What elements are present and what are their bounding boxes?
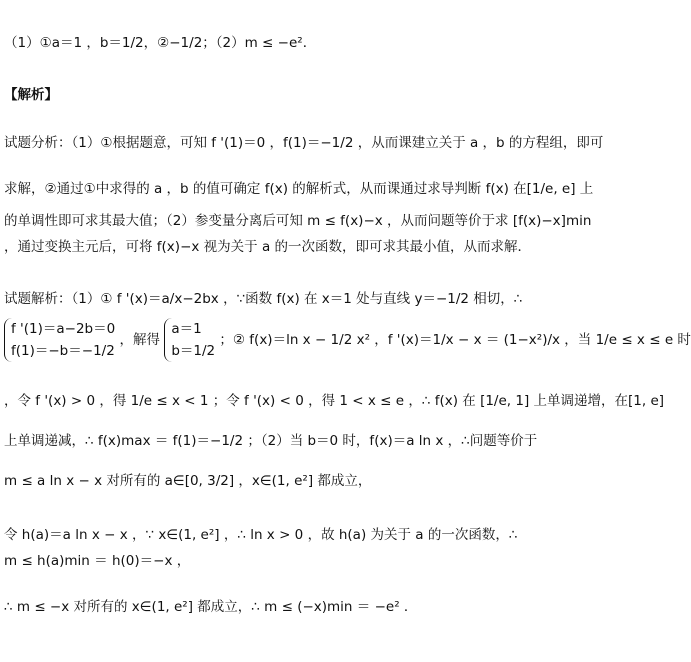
solution-line-2-rest: ；② f(x)＝ln x − 1/2 x² ，f '(x)＝1/x − x ＝ (1−x²)/x ，当 1/e ≤ x ≤ e 时 (219, 332, 691, 348)
equation-system-1 (4, 318, 115, 362)
solution-equation-row (4, 318, 691, 362)
system-1-eq-b: f(1)＝−b＝−1/2 (11, 343, 115, 359)
solution-line-5: m ≤ a ln x − x 对所有的 a∈[0, 3/2] ，x∈(1, e²] 都成立， (4, 473, 372, 489)
solution-line-8: ∴ m ≤ −x 对所有的 x∈(1, e²] 都成立，∴ m ≤ (−x)min ＝ −e² ． (4, 599, 418, 615)
analysis-line-2: 求解，②通过①中求得的 a ，b 的值可确定 f(x) 的解析式，从而课通过求导判断 f(x) 在[1/e, e] 上 (4, 181, 594, 197)
solution-line-3: ，令 f '(x) > 0 ，得 1/e ≤ x < 1 ；令 f '(x) < 0 ，得 1 < x ≤ e ，∴ f(x) 在 [1/e, 1] 上单调递增，在[1, e] (4, 393, 665, 409)
solution-line-7: m ≤ h(a)min ＝ h(0)＝−x ， (4, 553, 191, 569)
system-2-eq-a: a＝1 (171, 321, 202, 337)
equation-system-2 (164, 318, 215, 362)
system-1-eq-a: f '(1)＝a−2b＝0 (11, 321, 116, 337)
solve-text: ，解得 (119, 332, 161, 348)
system-2-eq-b: b＝1/2 (171, 343, 216, 359)
analysis-line-3: 的单调性即可求其最大值；（2）参变量分离后可知 m ≤ f(x)−x ，从而问题等价于求 [f(x)−x]min (4, 213, 592, 229)
jiexi-heading: 【解析】 (4, 87, 58, 103)
answer-line: （1）①a＝1 ，b＝1/2，②−1/2；（2）m ≤ −e²． (4, 35, 317, 51)
analysis-line-1: 试题分析：（1）①根据题意，可知 f '(1)＝0 ，f(1)＝−1/2 ，从而课建立关于 a ，b 的方程组，即可 (4, 135, 604, 151)
solution-line-4: 上单调递减，∴ f(x)max ＝ f(1)＝−1/2 ；（2）当 b＝0 时，f(x)＝a ln x ，∴问题等价于 (4, 433, 538, 449)
solution-line-6: 令 h(a)＝a ln x − x ，∵ x∈(1, e²] ，∴ ln x > 0 ，故 h(a) 为关于 a 的一次函数，∴ (4, 527, 518, 543)
solution-line-1: 试题解析：（1）① f '(x)＝a/x−2bx ，∵函数 f(x) 在 x＝1 处与直线 y＝−1/2 相切，∴ (4, 291, 523, 307)
analysis-line-4: ，通过变换主元后，可将 f(x)−x 视为关于 a 的一次函数，即可求其最小值，从而求解． (4, 239, 532, 255)
